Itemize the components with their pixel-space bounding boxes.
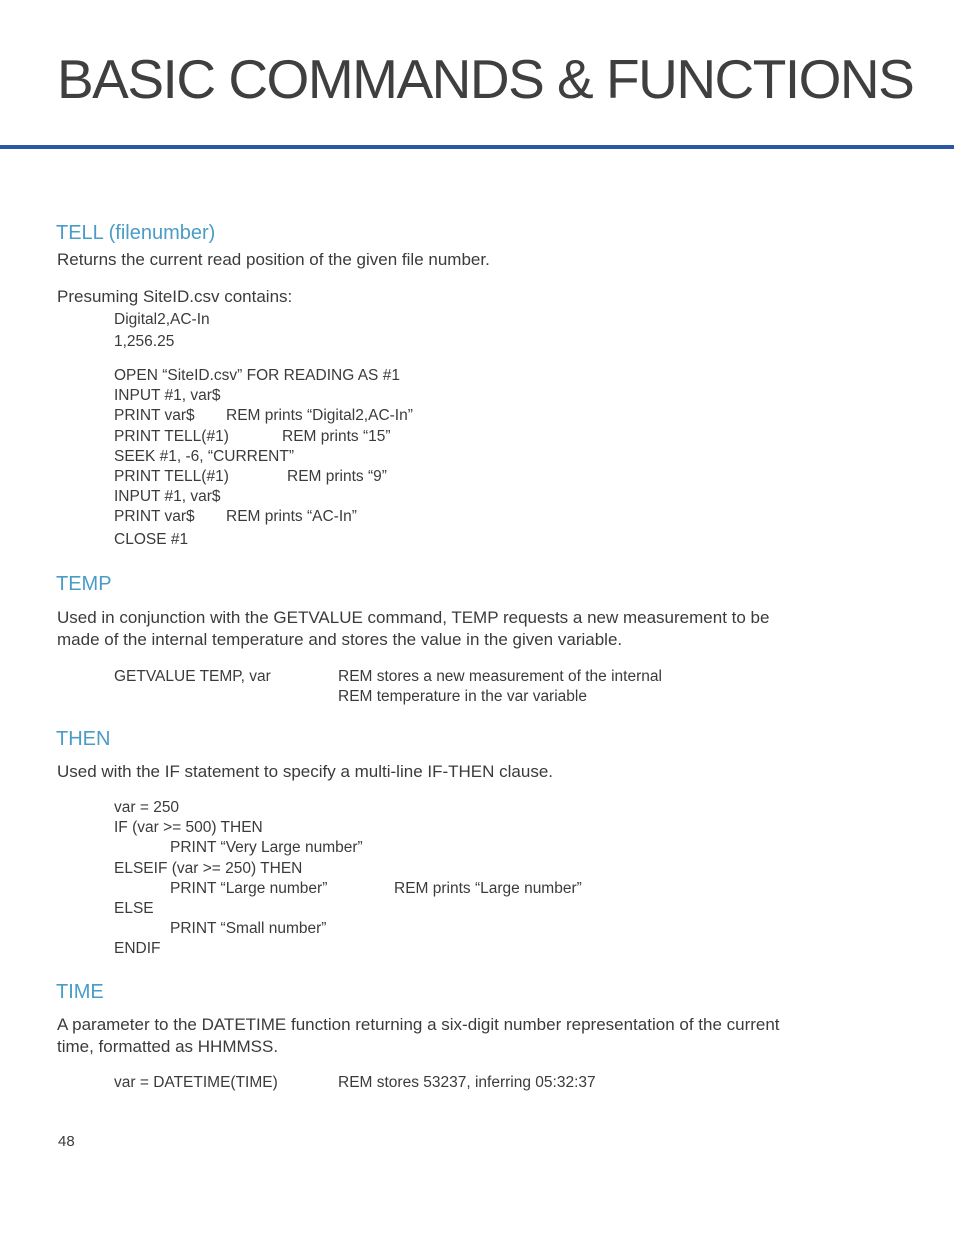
title-rule xyxy=(0,145,954,149)
code-statement: var = DATETIME(TIME) xyxy=(114,1074,278,1091)
code-remark: REM temperature in the var variable xyxy=(338,688,587,706)
code-remark: REM prints “AC-In” xyxy=(226,508,357,526)
temp-description-line: Used in conjunction with the GETVALUE command, TEMP requests a new measurement to be xyxy=(57,608,770,627)
code-statement: PRINT “Very Large number” xyxy=(170,839,363,857)
time-description-line: time, formatted as HHMMSS. xyxy=(57,1037,279,1056)
page-number: 48 xyxy=(58,1133,75,1150)
code-line xyxy=(114,687,662,707)
section-heading-tell: TELL (filenumber) xyxy=(56,222,216,244)
code-line xyxy=(114,667,662,687)
code-line xyxy=(114,487,413,507)
code-statement: PRINT var$ xyxy=(114,508,195,526)
tell-description: Returns the current read position of the given file number. xyxy=(57,250,490,269)
code-remark: REM stores 53237, inferring 05:32:37 xyxy=(338,1074,596,1091)
temp-description-line: made of the internal temperature and stores the value in the given variable. xyxy=(57,630,623,649)
code-statement: INPUT #1, var$ xyxy=(114,387,221,405)
code-line xyxy=(114,939,582,959)
section-heading-temp: TEMP xyxy=(56,573,112,595)
code-line xyxy=(114,1073,596,1093)
then-description: Used with the IF statement to specify a multi-line IF-THEN clause. xyxy=(57,762,554,781)
code-line xyxy=(114,899,582,919)
code-statement: ELSE xyxy=(114,900,154,918)
temp-description xyxy=(57,607,769,651)
code-statement: CLOSE #1 xyxy=(114,530,189,548)
code-line xyxy=(114,406,413,426)
section-heading-time: TIME xyxy=(56,981,104,1003)
code-statement: PRINT TELL(#1) xyxy=(114,427,229,445)
code-line xyxy=(114,447,413,467)
code-statement: var = 250 xyxy=(114,799,180,816)
temp-code-block xyxy=(114,667,662,707)
code-line xyxy=(114,366,413,386)
code-statement: PRINT “Small number” xyxy=(170,920,327,938)
code-statement: GETVALUE TEMP, var xyxy=(114,668,271,685)
section-heading-then: THEN xyxy=(56,728,111,750)
code-line xyxy=(114,467,413,487)
code-statement: PRINT “Large number” xyxy=(170,879,328,897)
code-line xyxy=(114,530,413,550)
code-statement: ENDIF xyxy=(114,940,161,958)
then-code-block xyxy=(114,798,582,960)
code-line xyxy=(114,838,582,858)
code-statement: PRINT var$ xyxy=(114,407,195,425)
code-line xyxy=(114,507,413,527)
code-line xyxy=(114,386,413,406)
page-title: BASIC COMMANDS & FUNCTIONS xyxy=(57,48,914,110)
time-description-line: A parameter to the DATETIME function returning a six-digit number representation of the current xyxy=(57,1015,780,1034)
code-statement: SEEK #1, -6, “CURRENT” xyxy=(114,447,295,465)
code-line xyxy=(114,859,582,879)
tell-presuming-text: Presuming SiteID.csv contains: xyxy=(57,287,293,306)
code-line xyxy=(114,427,413,447)
code-statement: IF (var >= 500) THEN xyxy=(114,819,263,837)
code-statement: ELSEIF (var >= 250) THEN xyxy=(114,859,303,877)
time-description xyxy=(57,1014,780,1058)
code-line xyxy=(114,818,582,838)
code-line xyxy=(114,798,582,818)
code-remark: REM stores a new measurement of the internal xyxy=(338,668,662,685)
code-line xyxy=(114,919,582,939)
code-statement: OPEN “SiteID.csv” FOR READING AS #1 xyxy=(114,367,400,384)
code-statement: PRINT TELL(#1) xyxy=(114,468,229,486)
tell-code-block xyxy=(114,366,413,550)
time-code-block xyxy=(114,1073,596,1093)
file-line: Digital2,AC-In xyxy=(114,311,210,328)
tell-file-contents xyxy=(114,309,210,353)
code-remark: REM prints “9” xyxy=(287,468,387,486)
code-remark: REM prints “Large number” xyxy=(394,879,582,897)
code-statement: INPUT #1, var$ xyxy=(114,488,221,506)
code-remark: REM prints “15” xyxy=(282,427,391,445)
code-line xyxy=(114,879,582,899)
code-remark: REM prints “Digital2,AC-In” xyxy=(226,407,413,425)
file-line: 1,256.25 xyxy=(114,333,175,350)
